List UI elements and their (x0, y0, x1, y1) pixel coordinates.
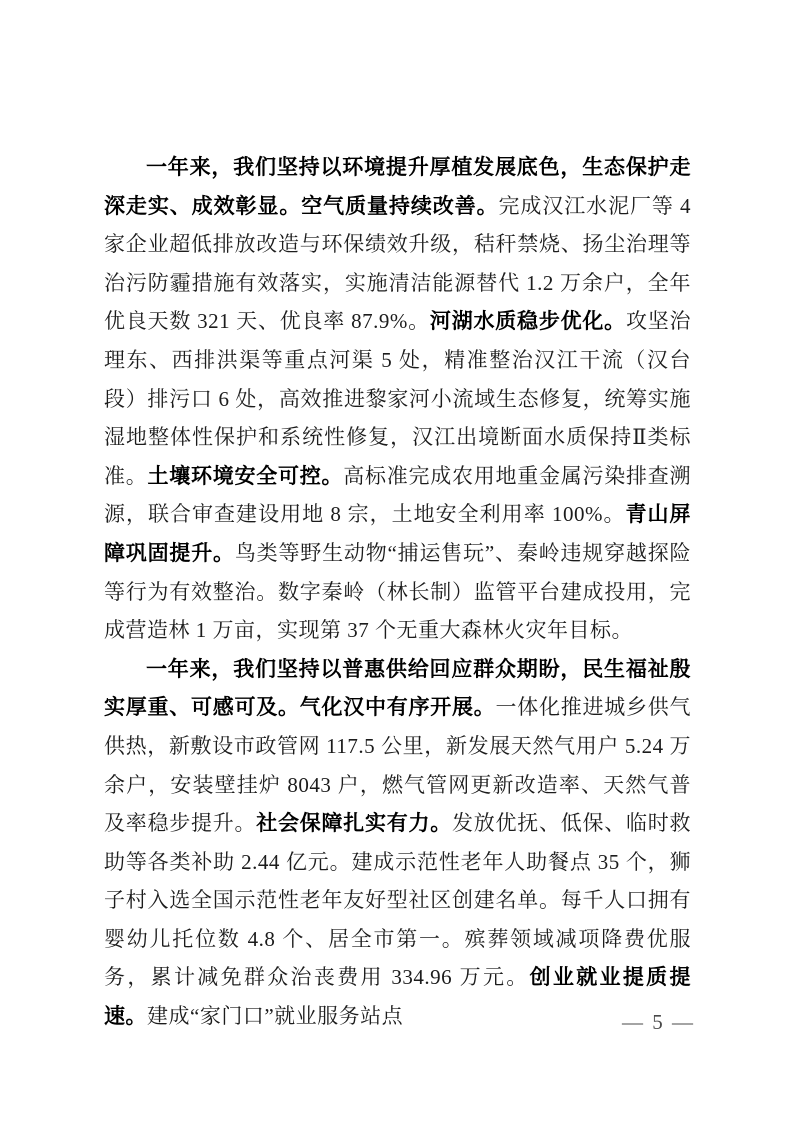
inline-heading-social-security: 社会保障扎实有力。 (256, 811, 452, 836)
text-segment: 攻坚治理东、西排洪渠等重点河渠 5 处，精准整治汉江干流（汉台段）排污口 6 处，高效推进黎家河小流域生态修复，统筹实施湿地整体性保护和系统性修复，汉江出境断面水质保持Ⅱ类标准。 (104, 309, 692, 488)
bold-lead-sentence: 一年来，我们坚持以普惠供给回应群众期盼，民生福祉殷实厚重、可感可及。气化汉中有序开展。 (104, 656, 691, 720)
document-body (104, 148, 691, 1036)
inline-heading-employment: 创业就业提质提速。 (104, 965, 692, 1029)
bold-lead-sentence: 一年来，我们坚持以环境提升厚植发展底色，生态保护走深走实、成效彰显。空气质量持续改善。 (104, 155, 691, 218)
text-segment: 一体化推进城乡供气供热，新敷设市政管网 117.5 公里，新发展天然气用户 5.24 万余户，安装壁挂炉 8043 户，燃气管网更新改造率、天然气普及率稳步提升。 (104, 695, 691, 836)
inline-heading-river-water: 河湖水质稳步优化。 (429, 309, 626, 334)
text-segment: 建成“家门口”就业服务站点 (147, 1004, 404, 1029)
page-number: — 5 — (622, 1010, 695, 1034)
inline-heading-green-barrier: 青山屏障巩固提升。 (104, 502, 692, 565)
paragraph-livelihood (104, 650, 691, 1036)
text-segment: 完成汉江水泥厂等 4 家企业超低排放改造与环保绩效升级，秸秆禁烧、扬尘治理等治污防霾措施有效落实，实施清洁能源替代 1.2 万余户，全年优良天数 321 天、优良率 87.9%。 (104, 193, 691, 334)
text-segment: 发放优抚、低保、临时救助等各类补助 2.44 亿元。建成示范性老年人助餐点 35 个，狮子村入选全国示范性老年友好型社区创建名单。每千人口拥有婴幼儿托位数 4.8 个、居全市第一。殡葬领域减项降费优服务，累计减免群众治丧费用 334.96 万元。 (104, 811, 691, 990)
paragraph-environment (104, 148, 691, 650)
inline-heading-soil-safety: 土壤环境安全可控。 (147, 463, 344, 488)
text-segment: 鸟类等野生动物“捕运售玩”、秦岭违规穿越探险等行为有效整治。数字秦岭（林长制）监管平台建成投用，完成营造林 1 万亩，实现第 37 个无重大森林火灾年目标。 (104, 540, 692, 643)
text-segment: 高标准完成农用地重金属污染排查溯源，联合审查建设用地 8 宗，土地安全利用率 100%。 (104, 463, 691, 527)
